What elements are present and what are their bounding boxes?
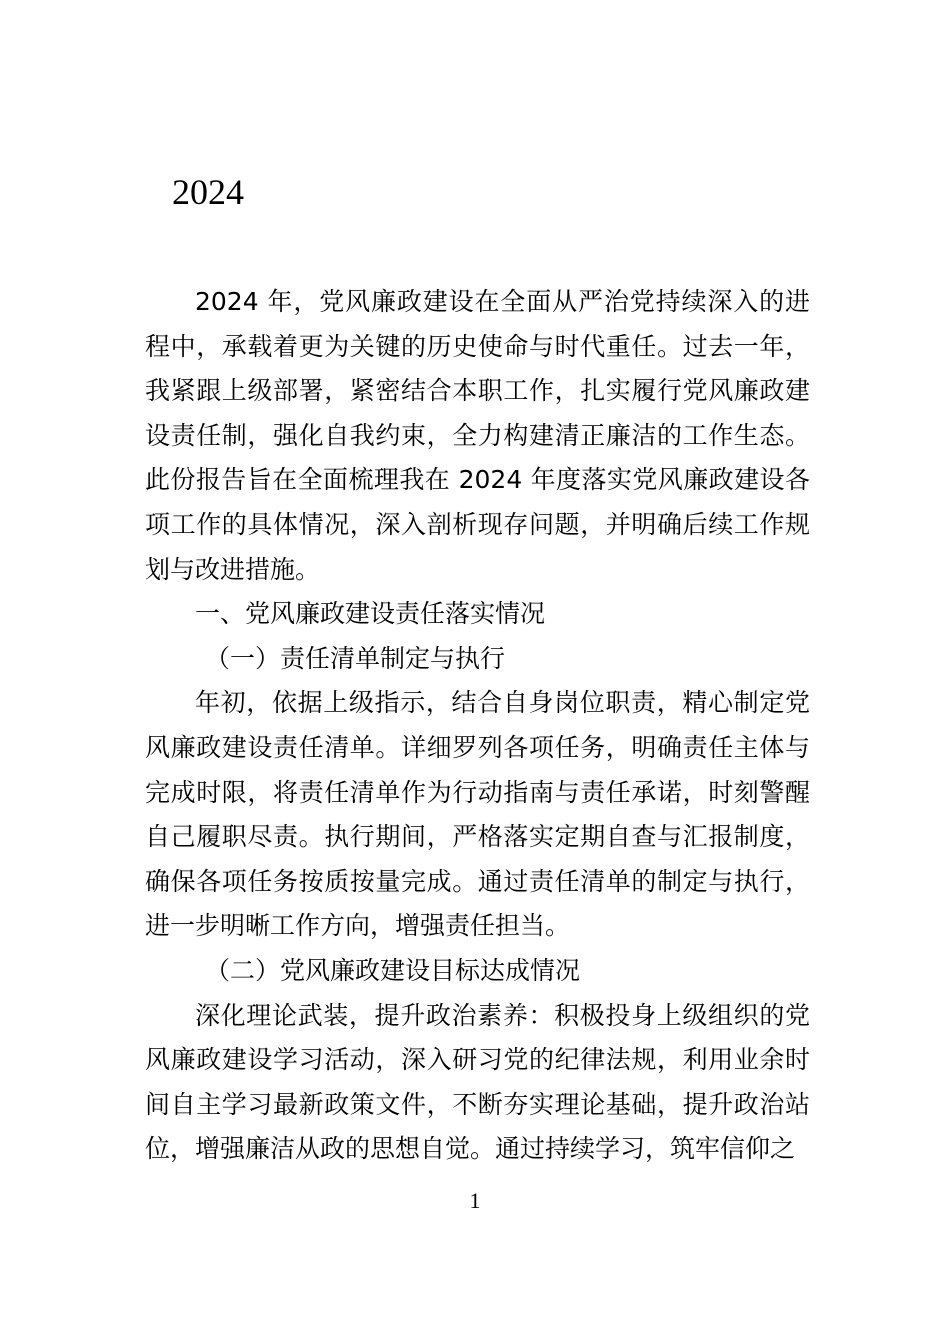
page-number: 1: [469, 1188, 481, 1213]
document-title: 2024: [172, 172, 244, 212]
body-paragraph-1: 年初，依据上级指示，结合自身岗位职责，精心制定党风廉政建设责任清单。详细罗列各项任务，明确责任主体与完成时限，将责任清单作为行动指南与责任承诺，时刻警醒自己履职尽责。执行期间，严格落实定期自查与汇报制度，确保各项任务按质按量完成。通过责任清单的制定与执行，进一步明晰工作方向，增强责任担当。: [145, 688, 810, 941]
section-heading-1: 一、党风廉政建设责任落实情况: [195, 599, 546, 629]
subsection-heading-1: （一）责任清单制定与执行: [205, 643, 506, 673]
subsection-heading-2: （二）党风廉政建设目标达成情况: [205, 955, 581, 985]
intro-paragraph: 2024 年，党风廉政建设在全面从严治党持续深入的进程中，承载着更为关键的历史使命与时代重任。过去一年，我紧跟上级部署，紧密结合本职工作，扎实履行党风廉政建设责任制，强化自我约束，全力构建清正廉洁的工作生态。此份报告旨在全面梳理我在 2024 年度落实党风廉政建设各项工作的具体情况，深入剖析现存问题，并明确后续工作规划与改进措施。: [145, 287, 810, 584]
document-body: [145, 280, 810, 1172]
body-paragraph-2: 深化理论武装，提升政治素养：积极投身上级组织的党风廉政建设学习活动，深入研习党的纪律法规，利用业余时间自主学习最新政策文件，不断夯实理论基础，提升政治站位，增强廉洁从政的思想自觉。通过持续学习，筑牢信仰之: [145, 1000, 810, 1164]
